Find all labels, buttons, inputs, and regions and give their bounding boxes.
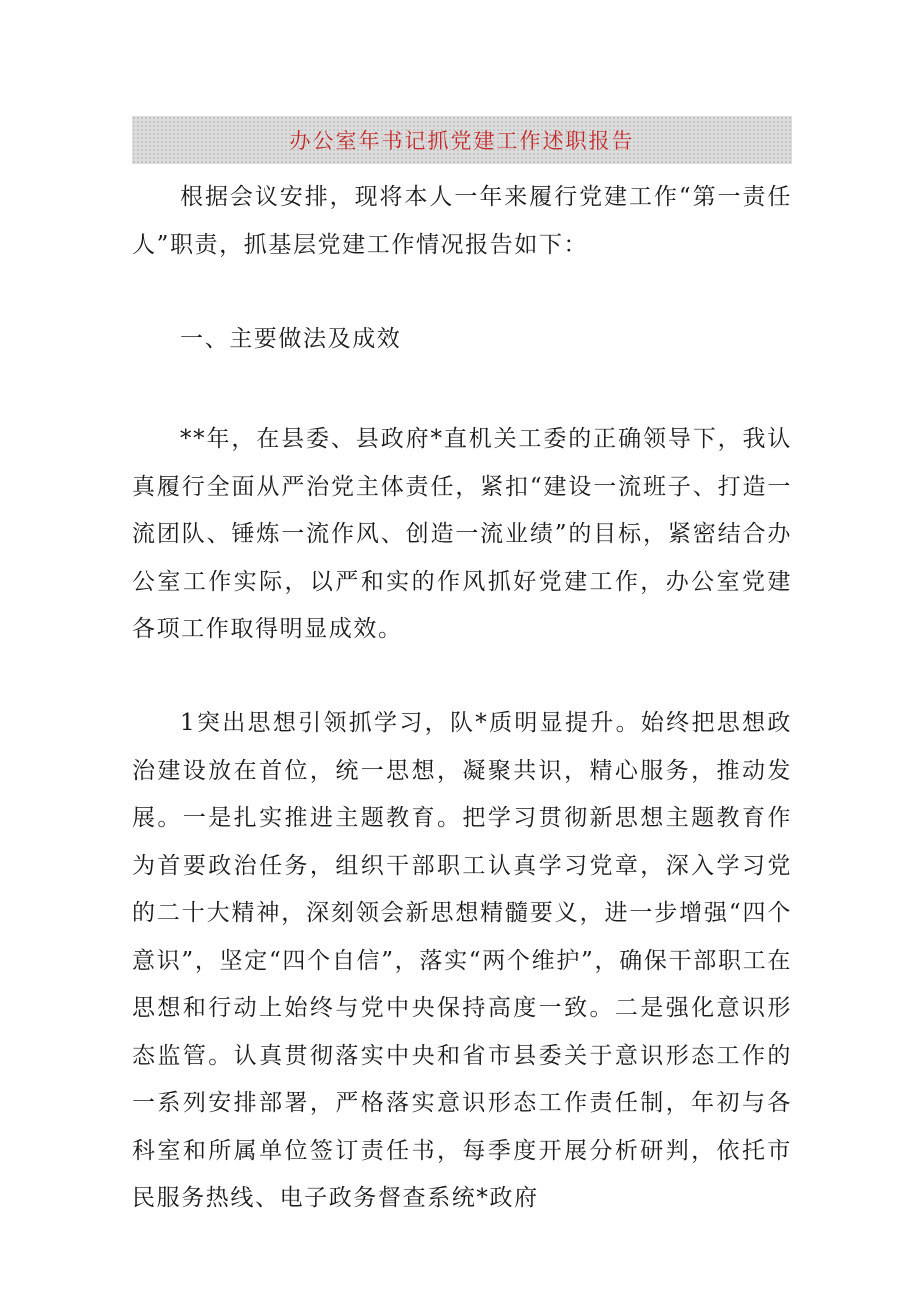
document-title: 办公室年书记抓党建工作述职报告 bbox=[289, 129, 635, 153]
intro-paragraph: 根据会议安排，现将本人一年来履行党建工作“第一责任人”职责，抓基层党建工作情况报告如下： bbox=[132, 184, 792, 258]
point-one-paragraph: 1突出思想引领抓学习，队*质明显提升。始终把思想政治建设放在首位，统一思想，凝聚共识，精心服务，推动发展。一是扎实推进主题教育。把学习贯彻新思想主题教育作为首要政治任务，组织干部职工认真学习党章，深入学习党的二十大精神，深刻领会新思想精髓要义，进一步增强“四个意识”，坚定“四个自信”，落实“两个维护”，确保干部职工在思想和行动上始终与党中央保持高度一致。二是强化意识形态监管。认真贯彻落实中央和省市县委关于意识形态工作的一系列安排部署，严格落实意识形态工作责任制，年初与各科室和所属单位签订责任书，每季度开展分析研判，依托市民服务热线、电子政务督查系统*政府 bbox=[132, 710, 792, 1211]
section-heading: 一、主要做法及成效 bbox=[180, 326, 402, 352]
title-banner bbox=[132, 116, 792, 164]
summary-paragraph: **年，在县委、县政府*直机关工委的正确领导下，我认真履行全面从严治党主体责任，紧扣“建设一流班子、打造一流团队、锤炼一流作风、创造一流业绩”的目标，紧密结合办公室工作实际，以严和实的作风抓好党建工作，办公室党建各项工作取得明显成效。 bbox=[132, 426, 792, 642]
